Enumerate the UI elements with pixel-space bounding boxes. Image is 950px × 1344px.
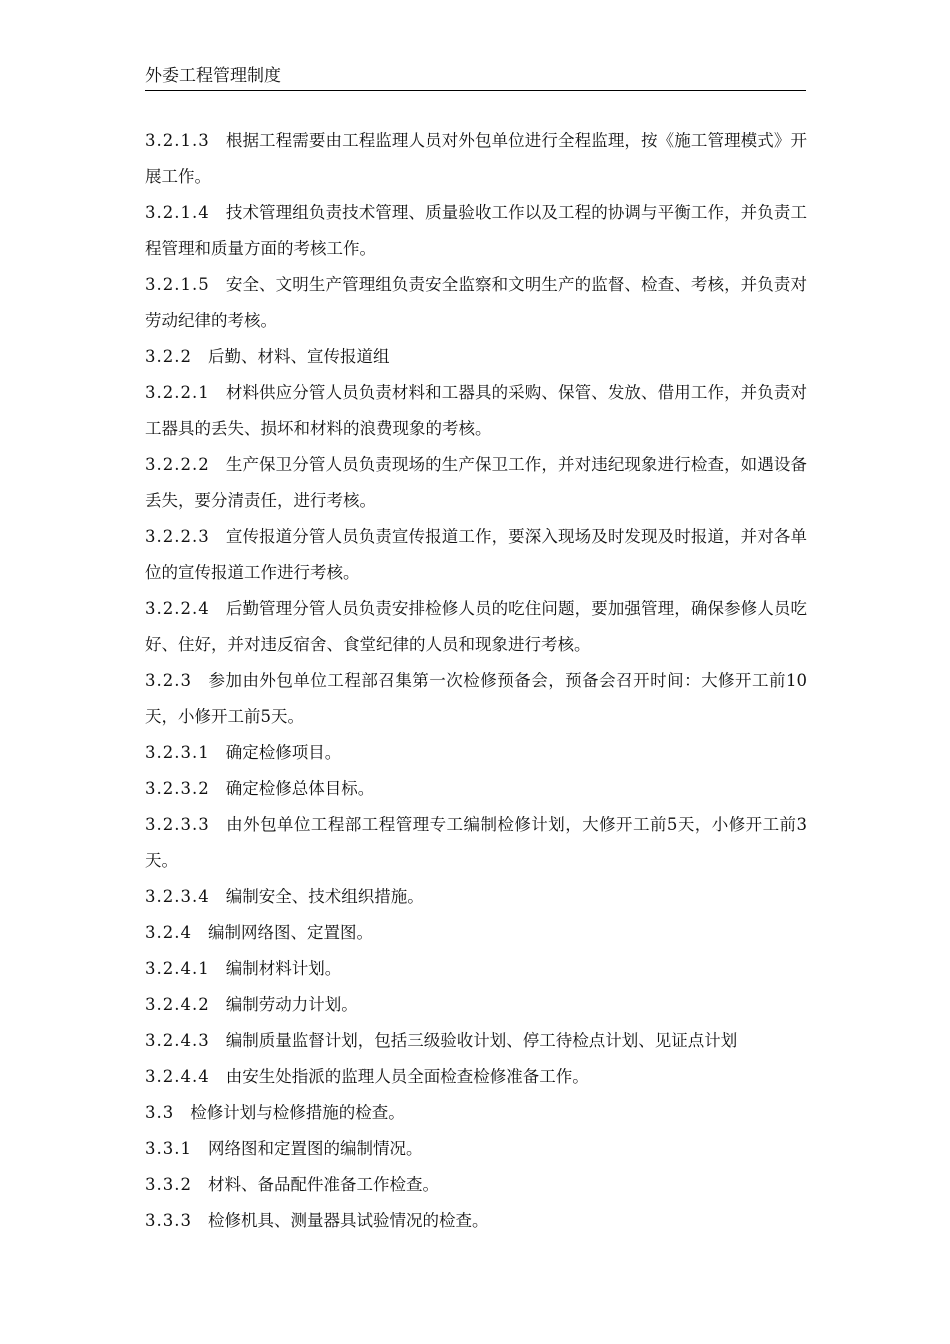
section-number: 3.2.2.2	[145, 455, 210, 474]
paragraph	[145, 267, 807, 339]
paragraph	[145, 447, 807, 519]
paragraph	[145, 735, 807, 771]
paragraph-text: 后勤管理分管人员负责安排检修人员的吃住问题，要加强管理，确保参修人员吃好、住好，并对违反宿舍、食堂纪律的人员和现象进行考核。	[145, 599, 807, 654]
section-number: 3.2.2.3	[145, 527, 210, 546]
paragraph-text: 网络图和定置图的编制情况。	[207, 1139, 423, 1158]
paragraph-text: 编制劳动力计划。	[225, 995, 358, 1014]
page-title: 外委工程管理制度	[145, 66, 281, 86]
paragraph-text: 检修机具、测量器具试验情况的检查。	[207, 1211, 489, 1230]
paragraph	[145, 663, 807, 735]
paragraph	[145, 1023, 807, 1059]
paragraph-text: 安全、文明生产管理组负责安全监察和文明生产的监督、检查、考核，并负责对劳动纪律的考核。	[145, 275, 807, 330]
section-number: 3.3.1	[145, 1139, 192, 1158]
section-number: 3.2.1.3	[145, 131, 210, 150]
section-number: 3.2.2.1	[145, 383, 210, 402]
paragraph	[145, 1203, 807, 1239]
section-number: 3.3	[145, 1103, 175, 1122]
paragraph	[145, 375, 807, 447]
paragraph	[145, 591, 807, 663]
paragraph	[145, 915, 807, 951]
paragraph	[145, 807, 807, 879]
paragraph	[145, 195, 807, 267]
section-number: 3.2.4.4	[145, 1067, 210, 1086]
paragraph	[145, 1167, 807, 1203]
section-number: 3.2.3.1	[145, 743, 210, 762]
section-number: 3.2.4.1	[145, 959, 210, 978]
paragraph	[145, 123, 807, 195]
paragraph	[145, 519, 807, 591]
paragraph-text: 后勤、材料、宣传报道组	[207, 347, 390, 366]
document-body	[145, 123, 807, 1239]
paragraph	[145, 1095, 807, 1131]
paragraph	[145, 987, 807, 1023]
paragraph-text: 编制质量监督计划，包括三级验收计划、停工待检点计划、见证点计划	[225, 1031, 738, 1050]
section-number: 3.2.1.4	[145, 203, 210, 222]
paragraph-text: 检修计划与检修措施的检查。	[190, 1103, 405, 1122]
paragraph-text: 生产保卫分管人员负责现场的生产保卫工作，并对违纪现象进行检查，如遇设备丢失，要分清责任，进行考核。	[145, 455, 807, 510]
paragraph-text: 参加由外包单位工程部召集第一次检修预备会，预备会召开时间：大修开工前10天，小修开工前5天。	[145, 671, 807, 726]
paragraph-text: 材料供应分管人员负责材料和工器具的采购、保管、发放、借用工作，并负责对工器具的丢失、损坏和材料的浪费现象的考核。	[145, 383, 807, 438]
paragraph-text: 确定检修总体目标。	[225, 779, 375, 798]
section-number: 3.2.2	[145, 347, 192, 366]
paragraph-text: 确定检修项目。	[225, 743, 342, 762]
paragraph-text: 根据工程需要由工程监理人员对外包单位进行全程监理，按《施工管理模式》开展工作。	[145, 131, 807, 186]
section-number: 3.2.4	[145, 923, 192, 942]
paragraph-text: 编制材料计划。	[225, 959, 342, 978]
section-number: 3.2.3.3	[145, 815, 210, 834]
section-number: 3.3.3	[145, 1211, 192, 1230]
section-number: 3.2.1.5	[145, 275, 210, 294]
section-number: 3.2.2.4	[145, 599, 210, 618]
section-number: 3.2.4.2	[145, 995, 210, 1014]
paragraph-text: 宣传报道分管人员负责宣传报道工作，要深入现场及时发现及时报道，并对各单位的宣传报道工作进行考核。	[145, 527, 807, 582]
page-header	[145, 64, 806, 91]
paragraph	[145, 771, 807, 807]
section-number: 3.2.3.4	[145, 887, 210, 906]
paragraph-text: 由外包单位工程部工程管理专工编制检修计划，大修开工前5天，小修开工前3天。	[145, 815, 807, 870]
paragraph	[145, 1059, 807, 1095]
paragraph-text: 编制网络图、定置图。	[207, 923, 373, 942]
paragraph	[145, 951, 807, 987]
paragraph-text: 技术管理组负责技术管理、质量验收工作以及工程的协调与平衡工作，并负责工程管理和质量方面的考核工作。	[145, 203, 807, 258]
section-number: 3.2.3	[145, 671, 192, 690]
paragraph-text: 编制安全、技术组织措施。	[225, 887, 424, 906]
section-number: 3.2.3.2	[145, 779, 210, 798]
section-number: 3.3.2	[145, 1175, 192, 1194]
paragraph	[145, 339, 807, 375]
paragraph-text: 材料、备品配件准备工作检查。	[207, 1175, 439, 1194]
paragraph	[145, 1131, 807, 1167]
paragraph	[145, 879, 807, 915]
paragraph-text: 由安生处指派的监理人员全面检查检修准备工作。	[225, 1067, 589, 1086]
section-number: 3.2.4.3	[145, 1031, 210, 1050]
